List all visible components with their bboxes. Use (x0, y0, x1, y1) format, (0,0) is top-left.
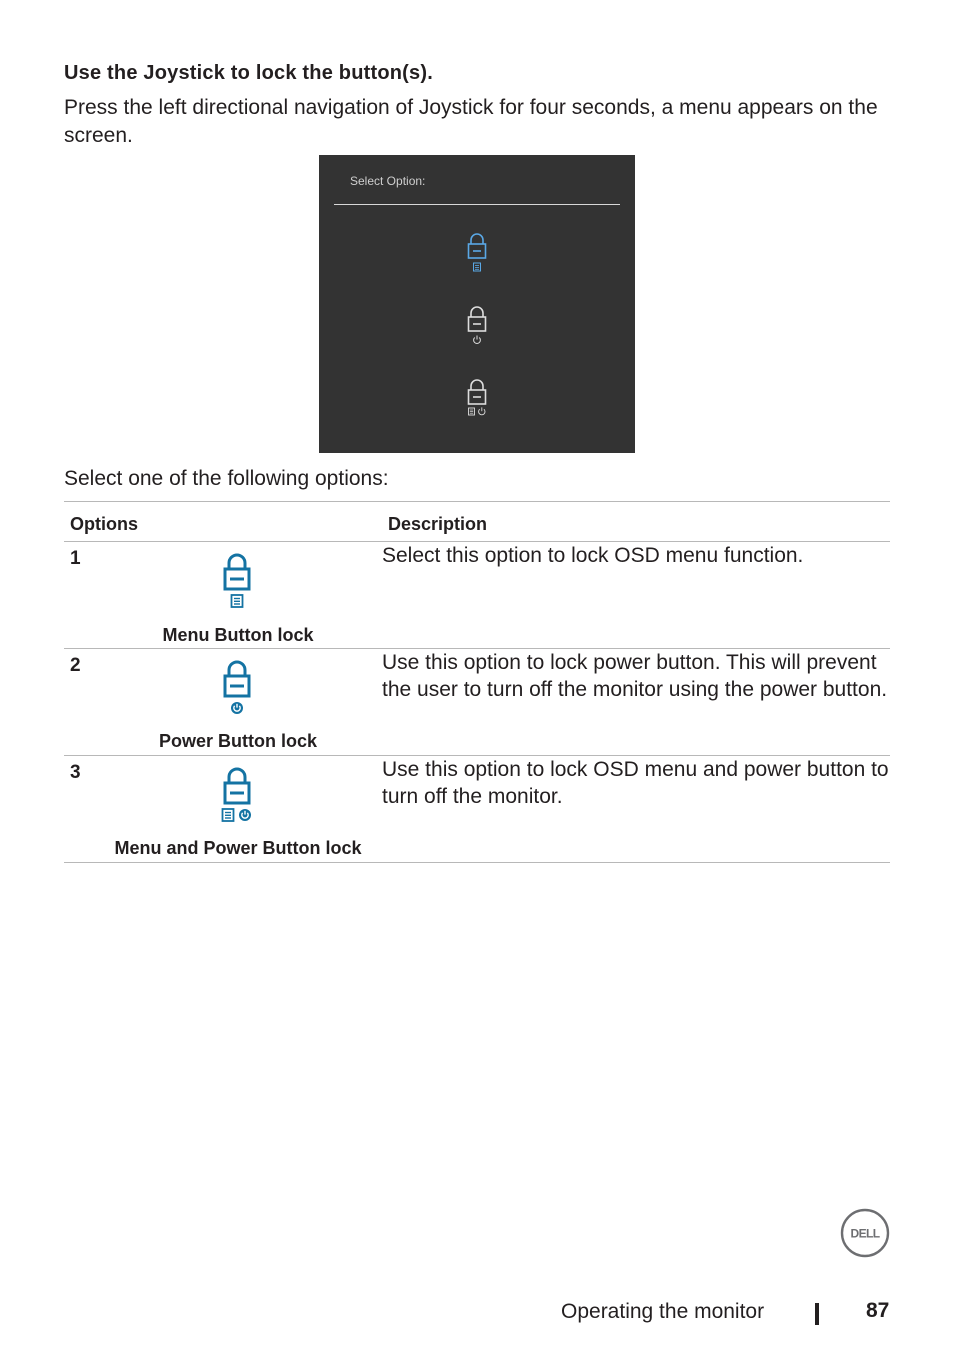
table-row (64, 542, 890, 649)
menu-lock-icon (212, 552, 262, 612)
power-lock-icon (461, 306, 493, 350)
option-description: Use this option to lock OSD menu and power button to turn off the monitor. (382, 756, 890, 863)
footer-divider (815, 1303, 819, 1325)
power-lock-icon (212, 659, 262, 719)
option-number: 2 (70, 655, 81, 676)
select-instruction: Select one of the following options: (64, 467, 389, 490)
osd-divider (334, 204, 620, 205)
option-number: 1 (70, 548, 81, 569)
table-row (64, 649, 890, 756)
description-column-header: Description (382, 502, 890, 542)
dell-logo (840, 1208, 890, 1258)
page-number: 87 (866, 1299, 890, 1322)
osd-menu-screenshot (319, 155, 635, 453)
osd-title: Select Option: (350, 174, 426, 188)
option-description: Use this option to lock power button. This will prevent the user to turn off the monitor using the power button. (382, 649, 890, 756)
option-description: Select this option to lock OSD menu function. (382, 542, 890, 649)
section-heading: Use the Joystick to lock the button(s). (64, 62, 433, 84)
options-column-header: Options (64, 502, 382, 542)
option-label: Power Button lock (158, 731, 317, 751)
table-header-row (64, 502, 890, 542)
option-cell (64, 649, 382, 756)
option-label: Menu and Power Button lock (114, 838, 362, 858)
menu-power-lock-icon (461, 379, 493, 423)
footer-section-title: Operating the monitor (561, 1300, 765, 1323)
menu-lock-icon (461, 233, 493, 277)
option-cell (64, 756, 382, 863)
menu-power-lock-icon (212, 766, 262, 826)
option-cell (64, 542, 382, 649)
svg-text:DELL: DELL (850, 1226, 880, 1241)
option-number: 3 (70, 762, 81, 783)
table-row (64, 756, 890, 863)
option-label: Menu Button lock (162, 625, 314, 645)
intro-paragraph: Press the left directional navigation of Joystick for four seconds, a menu appears on the screen. (64, 96, 878, 147)
options-table (64, 501, 890, 863)
